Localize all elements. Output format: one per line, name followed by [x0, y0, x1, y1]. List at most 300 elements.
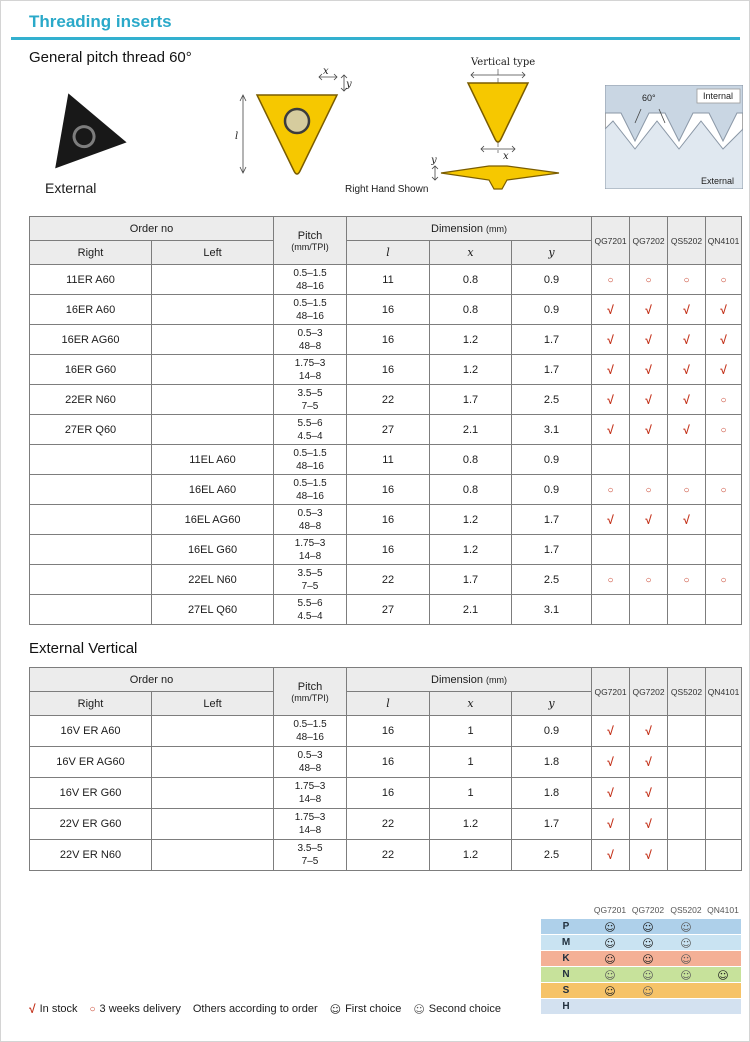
- grade-availability-cell: [706, 265, 742, 295]
- pitch-line: 4.5–4: [297, 430, 323, 442]
- pitch-line: 48–16: [296, 280, 324, 292]
- pitch-line: 48–16: [296, 732, 324, 743]
- second-choice-icon: ☺: [604, 969, 616, 982]
- pitch-cell: [274, 716, 347, 747]
- order-no-left-cell: [152, 415, 274, 445]
- legend-first-choice: [330, 1003, 402, 1016]
- dim-l-cell: 16: [347, 355, 430, 385]
- order-no-right-cell: 11ER A60: [30, 265, 152, 295]
- grade-availability-cell: [592, 778, 630, 809]
- grade-availability-cell: [592, 565, 630, 595]
- vertical-type-label: Vertical type: [471, 57, 536, 68]
- grade-availability-cell: [592, 265, 630, 295]
- grade-availability-cell: [668, 716, 706, 747]
- external-vertical-table: [29, 667, 742, 871]
- pitch-header-label: Pitch: [297, 680, 323, 693]
- table-row: [30, 415, 742, 445]
- left-header: Left: [152, 241, 274, 265]
- first-choice-icon: ☺: [642, 937, 654, 950]
- grade-availability-cell: [706, 445, 742, 475]
- order-no-right-cell: 16ER G60: [30, 355, 152, 385]
- dim-l-cell: 16: [347, 747, 430, 778]
- page-title: Threading inserts: [29, 12, 172, 31]
- delivery-circle-icon: ○: [607, 274, 614, 286]
- pitch-line: 14–8: [298, 370, 322, 382]
- grade-availability-cell: [706, 747, 742, 778]
- pitch-line: 0.5–1.5: [293, 447, 327, 459]
- grade-suitability-cell: [591, 967, 629, 982]
- order-no-left-cell: 27EL Q60: [152, 595, 274, 625]
- order-no-left-cell: 16EL AG60: [152, 505, 274, 535]
- delivery-circle-icon: ○: [645, 484, 652, 496]
- in-stock-check-icon: √: [645, 302, 652, 317]
- in-stock-check-icon: √: [607, 392, 614, 407]
- in-stock-check-icon: √: [607, 302, 614, 317]
- dim-l-cell: 22: [347, 565, 430, 595]
- in-stock-check-icon: √: [683, 392, 690, 407]
- top-view-insert-illustration: [235, 65, 353, 189]
- in-stock-check-icon: √: [607, 512, 614, 527]
- grade-suitability-cell: [629, 967, 667, 982]
- material-group-label: P: [562, 921, 570, 932]
- second-choice-icon: ☺: [642, 969, 654, 982]
- grade-header-qg7202: QG7202: [630, 668, 668, 716]
- grade-suitability-cell: [705, 999, 741, 1014]
- pitch-line: 48–16: [296, 310, 324, 322]
- grade-availability-cell: [668, 595, 706, 625]
- grade-availability-cell: [668, 415, 706, 445]
- pitch-line: 48–16: [296, 460, 324, 472]
- grade-header-qn4101: QN4101: [706, 668, 742, 716]
- dim-x-label: x: [503, 151, 509, 162]
- in-stock-check-icon: √: [607, 848, 614, 862]
- order-no-left-cell: [152, 295, 274, 325]
- title-underline: [11, 37, 740, 40]
- grade-chart-header: [591, 901, 741, 919]
- dim-x-label: x: [323, 66, 329, 77]
- in-stock-check-icon: √: [645, 332, 652, 347]
- section-title-external-vertical: External Vertical: [29, 640, 138, 657]
- grade-availability-cell: [592, 355, 630, 385]
- grade-availability-cell: [706, 295, 742, 325]
- pitch-line: 1.75–3: [294, 812, 326, 823]
- pitch-header: [274, 668, 347, 716]
- order-no-right-cell: [30, 475, 152, 505]
- grade-suitability-cell: [667, 967, 705, 982]
- table-row: [30, 840, 742, 871]
- grade-availability-cell: [630, 565, 668, 595]
- in-stock-check-icon: √: [607, 786, 614, 800]
- pitch-cell: [274, 415, 347, 445]
- grade-availability-cell: [668, 325, 706, 355]
- dim-y-cell: 1.8: [512, 747, 592, 778]
- legend-label: Others according to order: [192, 1003, 318, 1015]
- dim-l-cell: 22: [347, 809, 430, 840]
- grade-header-qg7201: QG7201: [592, 217, 630, 265]
- in-stock-check-icon: √: [645, 817, 652, 831]
- pitch-unit-label: (mm/TPI): [291, 241, 329, 252]
- dimension-unit-label: (mm): [486, 223, 508, 234]
- grade-availability-cell: [630, 716, 668, 747]
- grade-availability-cell: [630, 415, 668, 445]
- in-stock-check-icon: √: [645, 724, 652, 738]
- dim-y-cell: 0.9: [512, 475, 592, 505]
- dim-y-cell: 0.9: [512, 716, 592, 747]
- grade-availability-cell: [706, 355, 742, 385]
- order-no-left-cell: [152, 747, 274, 778]
- legend-label: In stock: [39, 1003, 78, 1015]
- delivery-circle-icon: ○: [607, 484, 614, 496]
- delivery-circle-icon: ○: [683, 274, 690, 286]
- legend-label: 3 weeks delivery: [99, 1003, 181, 1015]
- table-row: [30, 265, 742, 295]
- pitch-cell: [274, 355, 347, 385]
- grade-availability-cell: [630, 535, 668, 565]
- pitch-cell: [274, 840, 347, 871]
- dim-y-header: y: [512, 692, 592, 716]
- dim-x-cell: 1.2: [430, 355, 512, 385]
- dim-x-cell: 0.8: [430, 445, 512, 475]
- pitch-cell: [274, 505, 347, 535]
- in-stock-check-icon: √: [720, 362, 727, 377]
- order-no-right-cell: [30, 535, 152, 565]
- in-stock-check-icon: √: [720, 332, 727, 347]
- second-choice-icon: ☺: [680, 953, 692, 966]
- order-no-left-cell: [152, 716, 274, 747]
- dim-y-cell: 1.7: [512, 355, 592, 385]
- dim-y-cell: 1.8: [512, 778, 592, 809]
- grade-availability-cell: [706, 716, 742, 747]
- grade-availability-cell: [668, 778, 706, 809]
- dimension-header: [347, 668, 592, 692]
- material-group-label: N: [562, 969, 570, 980]
- in-stock-check-icon: √: [720, 302, 727, 317]
- dim-l-cell: 27: [347, 595, 430, 625]
- right-hand-shown-label: Right Hand Shown: [345, 184, 429, 195]
- pitch-line: 7–5: [301, 580, 319, 592]
- order-no-header: Order no: [30, 217, 274, 241]
- order-no-right-cell: [30, 445, 152, 475]
- order-no-header: Order no: [30, 668, 274, 692]
- dim-l-header: l: [347, 241, 430, 265]
- table-row: [30, 295, 742, 325]
- order-no-right-cell: 16V ER AG60: [30, 747, 152, 778]
- table-row: [30, 475, 742, 505]
- grade-suitability-cell: [667, 919, 705, 934]
- in-stock-check-icon: √: [645, 848, 652, 862]
- order-no-right-cell: 16ER A60: [30, 295, 152, 325]
- dim-l-cell: 27: [347, 415, 430, 445]
- dim-y-cell: 0.9: [512, 445, 592, 475]
- grade-availability-cell: [668, 565, 706, 595]
- dim-y-header: y: [512, 241, 592, 265]
- grade-availability-cell: [592, 747, 630, 778]
- order-no-right-cell: 16V ER A60: [30, 716, 152, 747]
- grade-chart-row: [541, 935, 741, 951]
- grade-availability-cell: [630, 295, 668, 325]
- left-header: Left: [152, 692, 274, 716]
- table-row: [30, 355, 742, 385]
- order-no-left-cell: 16EL A60: [152, 475, 274, 505]
- grade-availability-cell: [668, 385, 706, 415]
- grade-availability-cell: [630, 505, 668, 535]
- second-choice-icon: ☺: [642, 985, 654, 998]
- pitch-cell: [274, 295, 347, 325]
- order-no-left-cell: [152, 778, 274, 809]
- delivery-circle-icon: ○: [645, 574, 652, 586]
- pitch-line: 3.5–5: [297, 387, 323, 399]
- grade-chart-row: [541, 983, 741, 999]
- grade-availability-cell: [592, 840, 630, 871]
- in-stock-check-icon: √: [683, 512, 690, 527]
- pitch-cell: [274, 265, 347, 295]
- order-no-right-cell: [30, 505, 152, 535]
- pitch-line: 14–8: [298, 550, 322, 562]
- dim-y-cell: 1.7: [512, 535, 592, 565]
- pitch-line: 5.5–6: [297, 417, 323, 429]
- grade-chart-row: [541, 919, 741, 935]
- grade-column-header: QN4101: [707, 905, 739, 915]
- grade-availability-cell: [706, 778, 742, 809]
- pitch-line: 0.5–1.5: [293, 719, 327, 730]
- grade-column-header: QS5202: [670, 905, 702, 915]
- dim-y-cell: 1.7: [512, 505, 592, 535]
- grade-availability-cell: [592, 415, 630, 445]
- order-no-right-cell: 22ER N60: [30, 385, 152, 415]
- order-no-right-cell: [30, 595, 152, 625]
- grade-suitability-cell: [667, 935, 705, 950]
- dim-l-cell: 22: [347, 840, 430, 871]
- first-choice-icon: ☺: [642, 953, 654, 966]
- delivery-circle-icon: ○: [720, 424, 727, 436]
- dim-y-cell: 2.5: [512, 565, 592, 595]
- pitch-line: 0.5–3: [297, 750, 323, 761]
- grade-suitability-cell: [629, 935, 667, 950]
- order-no-right-cell: 27ER Q60: [30, 415, 152, 445]
- order-no-left-cell: 11EL A60: [152, 445, 274, 475]
- material-group-label: S: [562, 985, 570, 996]
- grade-availability-cell: [592, 385, 630, 415]
- dim-x-cell: 1.7: [430, 385, 512, 415]
- dim-l-cell: 16: [347, 325, 430, 355]
- pitch-line: 48–8: [298, 340, 322, 352]
- grade-availability-cell: [668, 475, 706, 505]
- pitch-line: 48–8: [298, 520, 322, 532]
- dim-x-cell: 1.2: [430, 840, 512, 871]
- grade-header-qg7202: QG7202: [630, 217, 668, 265]
- grade-availability-cell: [668, 445, 706, 475]
- vertical-type-insert-illustration: [431, 67, 566, 193]
- dim-y-cell: 0.9: [512, 295, 592, 325]
- pitch-cell: [274, 595, 347, 625]
- table-row: [30, 385, 742, 415]
- dimension-unit-label: (mm): [486, 674, 508, 685]
- grade-availability-cell: [706, 505, 742, 535]
- in-stock-check-icon: √: [645, 786, 652, 800]
- grade-column-header: QG7202: [631, 905, 665, 915]
- grade-availability-cell: [630, 265, 668, 295]
- in-stock-check-icon: √: [607, 332, 614, 347]
- grade-availability-cell: [706, 595, 742, 625]
- dim-y-cell: 3.1: [512, 595, 592, 625]
- table-row: [30, 778, 742, 809]
- grade-availability-cell: [668, 265, 706, 295]
- order-no-right-cell: 16V ER G60: [30, 778, 152, 809]
- table-row: [30, 716, 742, 747]
- angle-60-label: 60°: [642, 93, 656, 103]
- pitch-line: 0.5–1.5: [293, 297, 327, 309]
- legend-in-stock: [29, 1002, 78, 1016]
- external-vertical-table-body: [30, 716, 742, 871]
- table-row: [30, 809, 742, 840]
- grade-availability-cell: [706, 415, 742, 445]
- grade-availability-cell: [630, 475, 668, 505]
- order-no-left-cell: [152, 355, 274, 385]
- in-stock-check-icon: √: [683, 302, 690, 317]
- grade-availability-cell: [668, 295, 706, 325]
- dim-x-cell: 0.8: [430, 265, 512, 295]
- grade-availability-cell: [630, 445, 668, 475]
- order-no-left-cell: [152, 385, 274, 415]
- grade-suitability-cell: [667, 999, 705, 1014]
- grade-availability-cell: [668, 505, 706, 535]
- delivery-circle-icon: ○: [720, 274, 727, 286]
- pitch-cell: [274, 565, 347, 595]
- grade-availability-cell: [592, 716, 630, 747]
- grade-suitability-cell: [591, 983, 629, 998]
- pitch-cell: [274, 778, 347, 809]
- second-choice-icon: ☺: [413, 1002, 425, 1016]
- pitch-line: 14–8: [298, 794, 322, 805]
- dim-y-cell: 2.5: [512, 385, 592, 415]
- in-stock-check-icon: √: [683, 362, 690, 377]
- pitch-line: 1.75–3: [294, 357, 326, 369]
- first-choice-icon: ☺: [604, 921, 616, 934]
- grade-availability-cell: [630, 747, 668, 778]
- dim-x-cell: 1.2: [430, 809, 512, 840]
- grade-availability-cell: [668, 809, 706, 840]
- pitch-cell: [274, 385, 347, 415]
- pitch-line: 3.5–5: [297, 843, 323, 854]
- pitch-cell: [274, 747, 347, 778]
- dim-y-cell: 3.1: [512, 415, 592, 445]
- first-choice-icon: ☺: [642, 921, 654, 934]
- in-stock-check-icon: √: [645, 392, 652, 407]
- grade-availability-cell: [592, 809, 630, 840]
- grade-suitability-cell: [629, 983, 667, 998]
- pitch-line: 0.5–3: [297, 507, 323, 519]
- grade-availability-cell: [668, 355, 706, 385]
- pitch-line: 0.5–1.5: [293, 477, 327, 489]
- order-no-left-cell: [152, 809, 274, 840]
- delivery-circle-icon: ○: [89, 1003, 96, 1015]
- pitch-line: 3.5–5: [297, 567, 323, 579]
- grade-availability-cell: [706, 475, 742, 505]
- second-choice-icon: ☺: [680, 921, 692, 934]
- dim-l-cell: 16: [347, 475, 430, 505]
- pitch-line: 7–5: [301, 856, 319, 867]
- grade-suitability-cell: [667, 983, 705, 998]
- delivery-circle-icon: ○: [607, 574, 614, 586]
- grade-suitability-cell: [705, 951, 741, 966]
- external-insert-photo-illustration: [37, 83, 127, 177]
- dim-l-cell: 16: [347, 778, 430, 809]
- dimension-header: [347, 217, 592, 241]
- grade-availability-cell: [630, 385, 668, 415]
- order-no-left-cell: [152, 265, 274, 295]
- grade-suitability-cell: [591, 935, 629, 950]
- grade-availability-cell: [706, 535, 742, 565]
- dim-x-cell: 1: [430, 747, 512, 778]
- grade-suitability-chart: [541, 901, 741, 1015]
- dim-l-label: l: [235, 131, 239, 142]
- dim-y-label: y: [346, 79, 352, 90]
- grade-availability-cell: [592, 295, 630, 325]
- dim-l-cell: 16: [347, 716, 430, 747]
- grade-suitability-cell: [667, 951, 705, 966]
- first-choice-icon: ☺: [329, 1002, 342, 1016]
- external-profile-label: External: [701, 176, 735, 186]
- grade-header-qs5202: QS5202: [668, 217, 706, 265]
- order-no-right-cell: 16ER AG60: [30, 325, 152, 355]
- legend-delivery: [90, 1003, 181, 1015]
- grade-availability-cell: [706, 325, 742, 355]
- grade-availability-cell: [592, 475, 630, 505]
- grade-suitability-cell: [705, 919, 741, 934]
- legend-second-choice: [413, 1003, 501, 1016]
- dim-x-header: x: [430, 241, 512, 265]
- delivery-circle-icon: ○: [720, 394, 727, 406]
- pitch-line: 0.5–1.5: [293, 267, 327, 279]
- pitch-cell: [274, 809, 347, 840]
- dim-x-cell: 1.2: [430, 325, 512, 355]
- in-stock-check-icon: √: [607, 724, 614, 738]
- second-choice-icon: ☺: [680, 969, 692, 982]
- grade-chart-row: [541, 951, 741, 967]
- right-header: Right: [30, 692, 152, 716]
- table-row: [30, 565, 742, 595]
- order-no-left-cell: [152, 840, 274, 871]
- pitch-line: 1.75–3: [294, 781, 326, 792]
- dim-x-cell: 2.1: [430, 595, 512, 625]
- table-row: [30, 505, 742, 535]
- dimension-header-label: Dimension: [431, 222, 483, 235]
- legend-label: First choice: [345, 1003, 402, 1015]
- first-choice-icon: ☺: [717, 969, 729, 982]
- dim-l-header: l: [347, 692, 430, 716]
- table-row: [30, 747, 742, 778]
- in-stock-check-icon: √: [645, 755, 652, 769]
- table-row: [30, 595, 742, 625]
- grade-suitability-cell: [591, 919, 629, 934]
- dim-y-label: y: [431, 155, 437, 166]
- pitch-cell: [274, 475, 347, 505]
- in-stock-check-icon: √: [607, 817, 614, 831]
- dim-l-cell: 11: [347, 445, 430, 475]
- pitch-line: 48–16: [296, 490, 324, 502]
- dim-x-cell: 0.8: [430, 295, 512, 325]
- delivery-circle-icon: ○: [645, 274, 652, 286]
- pitch-line: 1.75–3: [294, 537, 326, 549]
- pitch-cell: [274, 325, 347, 355]
- first-choice-icon: ☺: [604, 937, 616, 950]
- dim-l-cell: 16: [347, 505, 430, 535]
- in-stock-check-icon: √: [607, 422, 614, 437]
- dimension-header-label: Dimension: [431, 673, 483, 686]
- dim-l-cell: 16: [347, 295, 430, 325]
- legend-label: Second choice: [428, 1003, 501, 1015]
- table-row: [30, 535, 742, 565]
